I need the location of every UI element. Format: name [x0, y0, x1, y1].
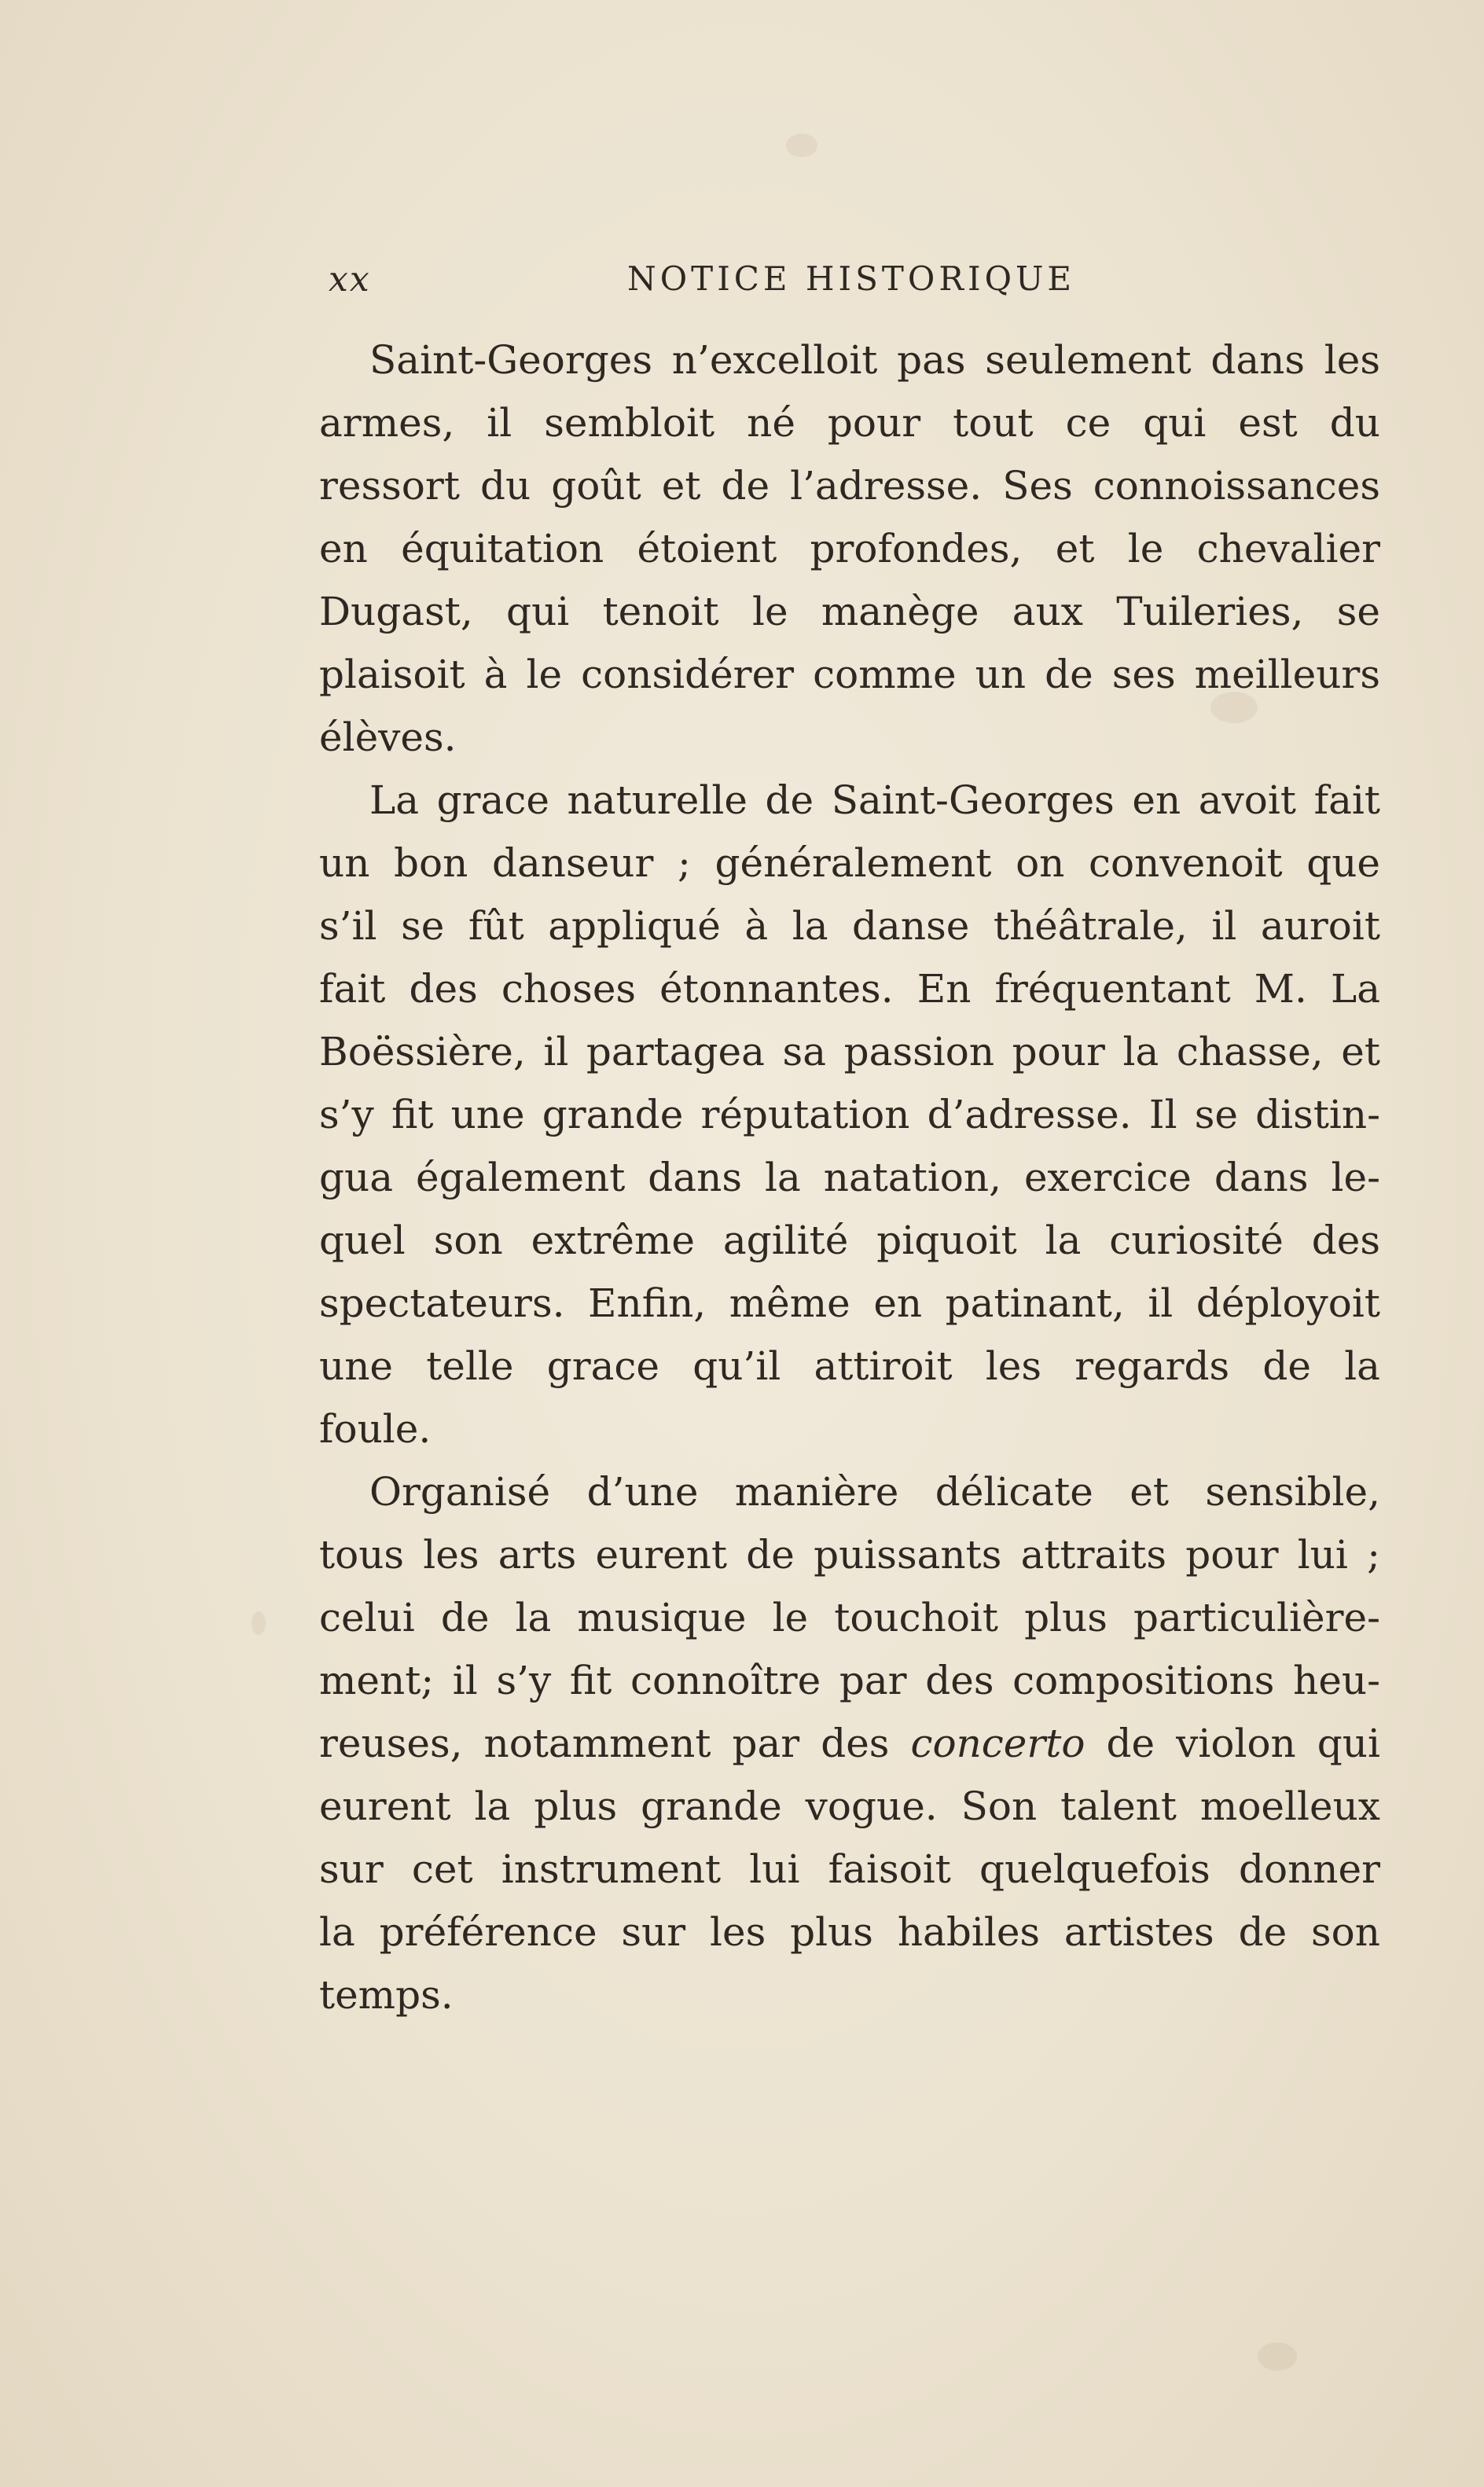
text-line: gua également dans la natation, exercice dans le- [319, 1155, 1380, 1200]
text-line: foule. [319, 1406, 432, 1452]
text-line: eurent la plus grande vogue. Son talent moelleux [319, 1784, 1380, 1829]
text-line: spectateurs. Enfin, même en patinant, il déployoit [319, 1280, 1380, 1326]
paper-stain [252, 1611, 266, 1635]
paper-stain [1258, 2342, 1297, 2371]
text-line: quel son extrême agilité piquoit la curiosité des [319, 1218, 1380, 1263]
text-line: Saint-Georges n’excelloit pas seulement dans les [369, 337, 1380, 383]
running-head [329, 259, 1382, 307]
paragraph [319, 329, 1380, 769]
text-line: armes, il sembloit né pour tout ce qui est du [319, 400, 1380, 446]
text-line: ressort du goût et de l’adresse. Ses connoissances [319, 463, 1380, 509]
text-line: élèves. [319, 715, 457, 760]
text-line: Organisé d’une manière délicate et sensible, [369, 1469, 1380, 1515]
paper-stain [786, 134, 817, 157]
text-line: une telle grace qu’il attiroit les regards de la [319, 1343, 1380, 1389]
running-title: NOTICE HISTORIQUE [627, 259, 1076, 298]
text-line: La grace naturelle de Saint-Georges en avoit fait [369, 777, 1380, 823]
text-line: plaisoit à le considérer comme un de ses meilleurs [319, 652, 1380, 697]
text-line: ment; il s’y fit connoître par des compositions heu- [319, 1658, 1380, 1703]
text-line: en équitation étoient profondes, et le chevalier [319, 526, 1380, 571]
page-number: xx [329, 259, 371, 299]
body-text [319, 329, 1380, 2026]
paragraph [319, 1460, 1380, 2026]
text-line: s’il se fût appliqué à la danse théâtrale, il auroit [319, 903, 1380, 949]
text-line: sur cet instrument lui faisoit quelquefois donner [319, 1846, 1380, 1892]
text-line: celui de la musique le touchoit plus particulière- [319, 1595, 1380, 1640]
italic-term: concerto [910, 1721, 1085, 1766]
text-line: temps. [319, 1972, 454, 2018]
text-line: tous les arts eurent de puissants attraits pour lui ; [319, 1532, 1380, 1578]
text-line: la préférence sur les plus habiles artistes de son [319, 1909, 1380, 1955]
text-line: Boëssière, il partagea sa passion pour la chasse, et [319, 1029, 1380, 1075]
text-line: un bon danseur ; généralement on convenoit que [319, 840, 1380, 886]
text-line: reuses, notamment par des concerto de violon qui [319, 1721, 1380, 1766]
text-line: s’y fit une grande réputation d’adresse. Il se distin- [319, 1092, 1380, 1137]
text-line: Dugast, qui tenoit le manège aux Tuileries, se [319, 589, 1380, 634]
text-line: fait des choses étonnantes. En fréquentant M. La [319, 966, 1380, 1012]
paragraph [319, 769, 1380, 1460]
